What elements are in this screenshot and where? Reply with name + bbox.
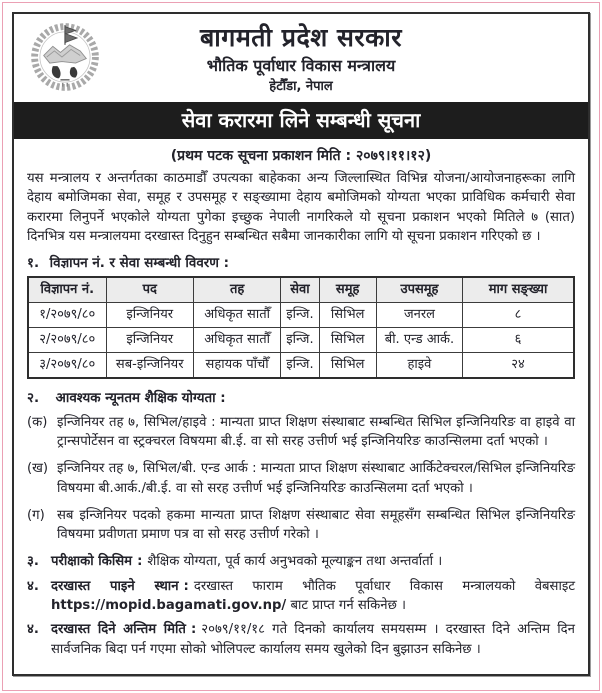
item-text: इन्जिनियर तह ७, सिभिल/बी. एन्ड आर्क : मान्यता प्राप्त शिक्षण संस्थाबाट आर्किटेक्चरल/सिभिल इन्जिनियरिङ विषयमा बी.आर्क./बी.ई. वा सो सरह उत्तीर्ण भई इन्जिनियरिङ काउन्सिलमा दर्ता भएको । <box>57 461 575 496</box>
cell-service: इन्जि. <box>281 352 319 378</box>
cell-group: सिभिल <box>319 327 376 352</box>
section1-title: विज्ञापन नं. र सेवा सम्बन्धी विवरण : <box>49 255 229 271</box>
item-number: ४. <box>27 622 39 638</box>
item-label: दरखास्त पाइने स्थान <box>51 578 179 594</box>
cell-advert-no: १/२०७९/८० <box>28 302 106 327</box>
item-number: ३. <box>27 554 39 570</box>
cell-advert-no: ३/२०७९/८० <box>28 352 106 378</box>
notice-banner-title: सेवा करारमा लिने सम्बन्धी सूचना <box>14 102 588 139</box>
cell-service: इन्जि. <box>281 327 319 352</box>
separator: : <box>137 554 143 570</box>
publication-date-line: (प्रथम पटक सूचना प्रकाशन मिति : २०७९।११।१२) <box>170 148 432 164</box>
separator: : <box>190 622 197 638</box>
cell-subgroup: बी. एन्ड आर्क. <box>376 327 462 352</box>
exam-type-item <box>27 552 575 571</box>
intro-paragraph: यस मन्त्रालय र अन्तर्गतका काठमाडौँ उपत्यका बाहेकका अन्य जिल्लास्थित विभिन्न योजना/आयोजनाहरूका लागि देहाय बमोजिमका सेवा, समूह र उपसमूह र सङ्ख्यामा देहाय बमोजिमको योग्यता भएका प्राविधिक कर्मचारी सेवा करारमा लिनुपर्ने भएकोले योग्यता पुगेका इच्छुक नेपाली नागरिकले यो सूचना प्रकाशन भएको मितिले ७ (सात) दिनभित्र यस मन्त्रालयमा दरखास्त दिनुहुन सम्बन्धित सबैमा जानकारीका लागि यो सूचना प्रकाशन गरिएको छ । <box>27 171 575 245</box>
ministry-name: भौतिक पूर्वाधार विकास मन्त्रालय <box>206 56 396 75</box>
col-header-subgroup: उपसमूह <box>376 277 462 303</box>
item-label: (ग) <box>27 507 45 523</box>
government-title: बागमती प्रदेश सरकार <box>200 23 402 52</box>
website-url: https://mopid.bagamati.gov.np/ <box>51 598 287 613</box>
cell-post: इन्जिनियर <box>106 327 193 352</box>
item-text <box>51 577 575 616</box>
cell-level: अधिकृत सातौँ <box>193 327 280 352</box>
item-text <box>51 620 575 659</box>
section1-heading <box>27 253 575 271</box>
col-header-advert-no: विज्ञापन नं. <box>28 277 106 303</box>
cell-level: सहायक पाँचौँ <box>193 352 280 378</box>
item-label: परीक्षाको किसिम <box>51 554 133 570</box>
vacancy-table <box>27 276 575 379</box>
cell-post: इन्जिनियर <box>106 302 193 327</box>
qualification-item-kha <box>27 459 575 498</box>
cell-advert-no: २/२०७९/८० <box>28 327 106 352</box>
section2-title: आवश्यक न्यूनतम शैक्षिक योग्यता : <box>55 390 226 406</box>
table-row <box>28 302 574 327</box>
col-header-demand-count: माग सङ्ख्या <box>463 277 574 303</box>
nepal-government-emblem-icon <box>27 19 103 95</box>
cell-demand-count: ६ <box>463 327 574 352</box>
notice-body <box>14 139 588 659</box>
cell-level: अधिकृत सातौँ <box>193 302 280 327</box>
item-number: ४. <box>27 578 39 594</box>
separator: : <box>183 578 189 594</box>
table-row <box>28 327 574 352</box>
col-header-post: पद <box>106 277 193 303</box>
section2-heading <box>27 388 575 406</box>
cell-post: सब-इन्जिनियर <box>106 352 193 378</box>
item-label: दरखास्त दिने अन्तिम मिति <box>51 622 186 638</box>
cell-demand-count: २४ <box>463 352 574 378</box>
cell-group: सिभिल <box>319 302 376 327</box>
cell-demand-count: ८ <box>463 302 574 327</box>
item-text: सब इन्जिनियर पदको हकमा मान्यता प्राप्त शिक्षण संस्थाबाट सेवा समूहसँग सम्बन्धित सिभिल इन्जिनियरिङ विषयमा प्रवीणता प्रमाण पत्र वा सो सरह उत्तीर्ण गरेको । <box>57 507 575 543</box>
cell-group: सिभिल <box>319 352 376 378</box>
qualification-item-ga <box>27 506 575 545</box>
item-text: इन्जिनियर तह ७, सिभिल/हाइवे : मान्यता प्राप्त शिक्षण संस्थाबाट सम्बन्धित सिभिल इन्जिनियरिङ वा हाइवे वा ट्रान्सपोर्टेसन वा स्ट्रक्चरल विषयमा बी.ई. वा सो सरह उत्तीर्ण भई इन्जिनियरिङ काउन्सिलमा दर्ता भएको । <box>57 414 575 449</box>
table-header-row <box>28 277 574 303</box>
cell-service: इन्जि. <box>281 302 319 327</box>
item-detail-before-url: दरखास्त फाराम भौतिक पूर्वाधार विकास मन्त्रालयको वेबसाइट <box>193 578 576 594</box>
ministry-location: हेटौँडा, नेपाल <box>269 79 333 94</box>
col-header-level: तह <box>193 277 280 303</box>
item-label: (ख) <box>27 461 49 477</box>
qualification-item-ka <box>27 413 575 452</box>
section1-number: १. <box>27 255 40 271</box>
col-header-group: समूह <box>319 277 376 303</box>
item-label: (क) <box>27 414 48 430</box>
table-row <box>28 352 574 378</box>
application-location-item <box>27 577 575 616</box>
section2-number: २. <box>27 390 40 406</box>
col-header-service: सेवा <box>281 277 319 303</box>
item-detail: २०७९/११/१८ गते दिनको कार्यालय समयसम्म । दरखास्त दिने अन्तिम दिन सार्वजनिक बिदा पर्न गएमा सोको भोलिपल्ट कार्यालय समय खुलेको दिन बुझाउन सकिनेछ । <box>51 622 575 657</box>
item-text <box>51 552 575 571</box>
item-detail: शैक्षिक योग्यता, पूर्व कार्य अनुभवको मूल्याङ्कन तथा अन्तर्वार्ता । <box>147 554 443 570</box>
notice-document <box>12 12 590 676</box>
cell-subgroup: हाइवे <box>376 352 462 378</box>
cell-subgroup: जनरल <box>376 302 462 327</box>
item-detail-after-url: बाट प्राप्त गर्न सकिनेछ । <box>290 598 407 613</box>
document-header <box>14 14 588 139</box>
application-deadline-item <box>27 620 575 659</box>
